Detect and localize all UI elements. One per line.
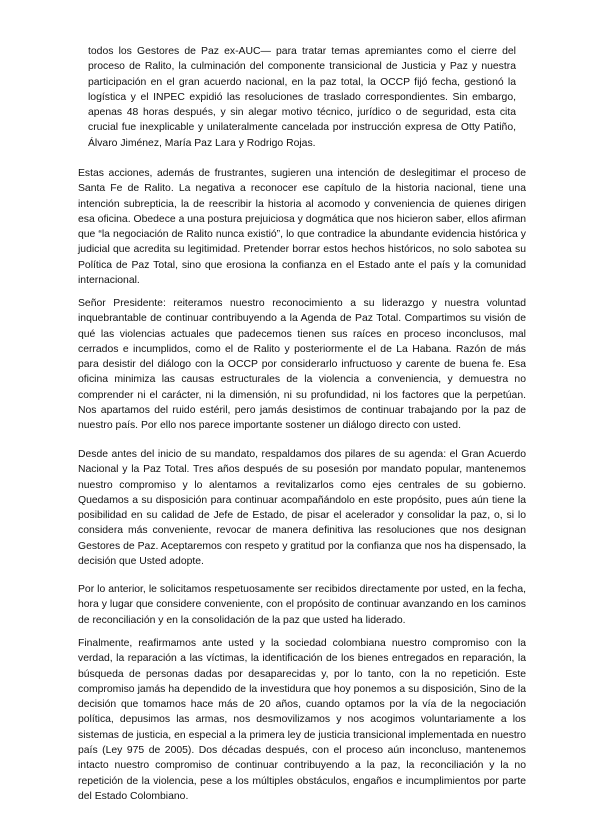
paragraph-delegitimization: Estas acciones, además de frustrantes, sugieren una intención de deslegitimar el proceso de Santa Fe de Ralito. La negativa a reconocer ese capítulo de la historia nacional, tiene una intención subrepticia, la de reescribir la historia al acomodo y conveniencia de quienes dirigen esa oficina. Obedece a una postura prejuiciosa y dogmática que nos hicieron saber, ellos afirman que “la negociación de Ralito nunca existió”, lo que contradice la abundante evidencia histórica y judicial que acredita su legitimidad. Pretender borrar estos hechos históricos, no solo sabotea su Política de Paz Total, sino que erosiona la confianza en el Estado ante el país y la comunidad internacional. <box>78 168 526 287</box>
paragraph-meeting-request: Por lo anterior, le solicitamos respetuosamente ser recibidos directamente por usted, en la fecha, hora y lugar que considere conveniente, con el propósito de continuar avanzando en los caminos de reconciliación y en la consolidación de la paz que usted ha liderado. <box>78 584 526 626</box>
paragraph-mandate-support: Desde antes del inicio de su mandato, respaldamos dos pilares de su agenda: el Gran Acuerdo Nacional y la Paz Total. Tres años después de su posesión por mandato popular, mantenemos nuestro compromiso y lo alentamos a revitalizarlos como ejes centrales de su gobierno. Quedamos a su disposición para continuar acompañándolo en este propósito, pues aún tiene la posibilidad en su calidad de Jefe de Estado, de pisar el acelerador y consolidar la paz, o, si lo considera más conveniente, revocar de manera definitiva las resoluciones que nos designan Gestores de Paz. Aceptaremos con respeto y gratitud por la confianza que nos ha dispensado, la decisión que Usted adopte. <box>78 449 526 568</box>
paragraph-meeting-cancellation: todos los Gestores de Paz ex-AUC— para tratar temas apremiantes como el cierre del proceso de Ralito, la culminación del componente transicional de Justicia y Paz y nuestra participación en el gran acuerdo nacional, en la paz total, la OCCP fijó fecha, gestionó la logística y el INPEC expidió las resoluciones de traslado correspondientes. Sin embargo, apenas 48 horas después, y sin alegar motivo técnico, jurídico o de seguridad, esta cita crucial fue inexplicable y unilateralmente cancelada por instrucción expresa de Otty Patiño, Álvaro Jiménez, María Paz Lara y Rodrigo Rojas. <box>88 46 516 149</box>
paragraph-final-commitment: Finalmente, reafirmamos ante usted y la sociedad colombiana nuestro compromiso con la verdad, la reparación a las víctimas, la identificación de los bienes entregados en reparación, la búsqueda de personas dadas por desaparecidas y, por lo tanto, con la no repetición. Este compromiso jamás ha dependido de la investidura que hoy ponemos a su disposición, Sino de la decisión que tomamos hace más de 20 años, cuando optamos por la vía de la negociación política, depusimos las armas, nos desmovilizamos y nos acogimos voluntariamente a los sistemas de justicia, en especial a la primera ley de justicia transicional implementada en nuestro país (Ley 975 de 2005). Dos décadas después, con el proceso aún inconcluso, mantenemos intacto nuestro compromiso de continuar contribuyendo a la paz, la reconciliación y la no repetición de la violencia, pese a los múltiples obstáculos, engaños e incumplimientos por parte del Estado Colombiano. <box>78 638 526 802</box>
paragraph-president-address: Señor Presidente: reiteramos nuestro reconocimiento a su liderazgo y nuestra voluntad inquebrantable de continuar contribuyendo a la Agenda de Paz Total. Compartimos su visión de qué las violencias actuales que padecemos tienen sus raíces en proceso inconclusos, mal cerrados e incumplidos, como el de Ralito y posteriormente el de La Habana. Razón de más para desistir del diálogo con la OCCP por considerarlo infructuoso y carente de buena fe. Esa oficina minimiza las causas estructurales de la violencia a conveniencia, y demuestra no comprender ni el carácter, ni la dimensión, ni su profundidad, ni los factores que la perpetúan. Nos apartamos del ruido estéril, pero jamás desistimos de continuar trabajando por la paz de nuestro país. Por ello nos parece importante sostener un diálogo directo con usted. <box>78 298 526 432</box>
